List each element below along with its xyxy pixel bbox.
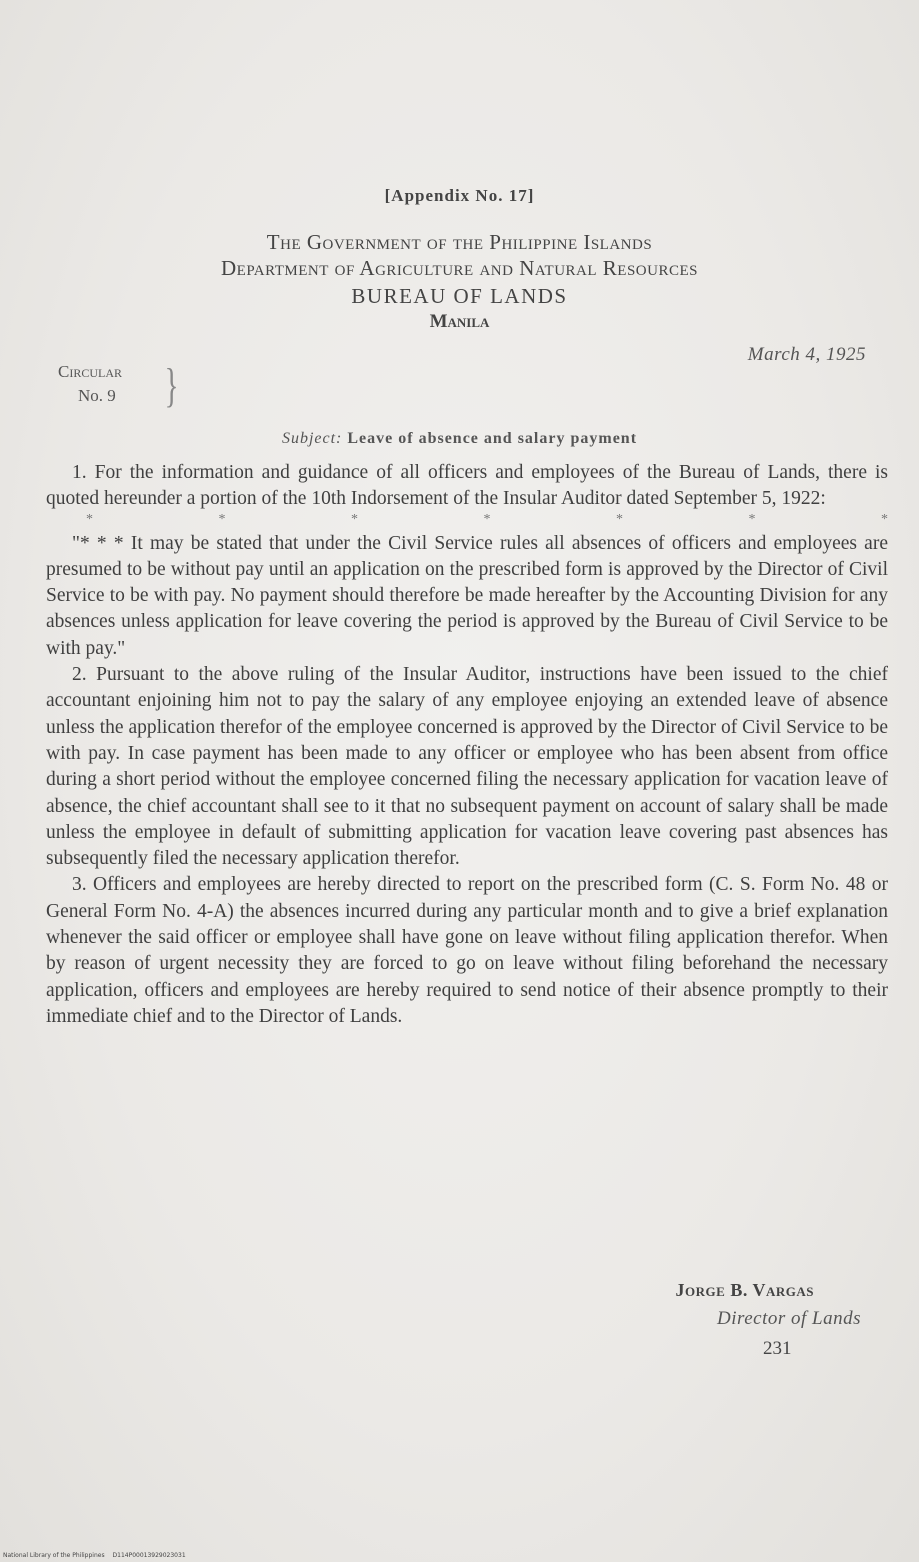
footer-library: National Library of the Philippines — [3, 1552, 105, 1559]
department-heading: Department of Agriculture and Natural Resources — [221, 256, 698, 280]
star-mark: * — [616, 511, 623, 527]
star-mark: * — [881, 511, 888, 527]
page-number: 231 — [763, 1338, 792, 1359]
city-heading: Manila — [429, 311, 490, 332]
document-body — [46, 460, 888, 1030]
star-mark: * — [748, 511, 756, 527]
circular-label: Circular — [58, 362, 123, 381]
signer-name: Jorge B. Vargas — [675, 1280, 814, 1300]
star-mark: * — [351, 511, 358, 527]
subject-line — [0, 430, 919, 448]
circular-id — [58, 360, 122, 408]
star-mark: * — [86, 511, 93, 527]
archive-footer — [3, 1552, 186, 1559]
circular-number: No. 9 — [78, 386, 116, 405]
bureau-heading: BUREAU OF LANDS — [351, 284, 568, 308]
subject-label: Subject: — [281, 430, 343, 447]
appendix-label: [Appendix No. 17] — [384, 186, 535, 205]
star-mark: * — [483, 511, 491, 527]
circular-date: March 4, 1925 — [747, 344, 866, 365]
paragraph-2: 2. Pursuant to the above ruling of the Insular Auditor, instructions have been issued to the chief accountant enjoining him not to pay the salary of any employee enjoying an extended leave of absence unless the application therefor of the employee concerned is approved by the Director of Civil Service to be with pay. In case payment has been made to any officer or employee who has been absent from office during a short period without the employee concerned filing the necessary application for vacation leave of absence, the chief accountant shall see to it that no subsequent payment on account of salary shall be made unless the employee in default of submitting application for vacation leave covering past absences has subsequently filed the necessary application therefor. — [46, 664, 888, 870]
brace-glyph: } — [164, 359, 179, 412]
footer-code: D114P00013929023031 — [112, 1552, 186, 1559]
subject-text: Leave of absence and salary payment — [347, 430, 638, 447]
quoted-passage: "* * * It may be stated that under the Civil Service rules all absences of officers and employees are presumed to be without pay until an application on the prescribed form is approved by the Director of Civil Service to be with pay. No payment should therefore be made hereafter by the Accounting Division for any absences unless application for leave covering the period is approved by the Bureau of Civil Service to be with pay." — [46, 532, 888, 659]
paragraph-3: 3. Officers and employees are hereby directed to report on the prescribed form (C. S. Form No. 48 or General Form No. 4-A) the absences incurred during any particular month and to give a brief explanation whenever the said officer or employee shall have gone on leave without filing application therefor. When by reason of urgent necessity they are forced to go on leave without filing beforehand the necessary application, officers and employees are hereby required to send notice of their absence promptly to their immediate chief and to the Director of Lands. — [46, 874, 888, 1027]
star-mark: * — [218, 511, 226, 527]
signer-title: Director of Lands — [717, 1308, 861, 1329]
government-heading: The Government of the Philippine Islands — [266, 230, 653, 254]
paragraph-1: 1. For the information and guidance of all officers and employees of the Bureau of Lands, there is quoted hereunder a portion of the 10th Indorsement of the Insular Auditor dated September 5, 1922: — [46, 462, 888, 510]
